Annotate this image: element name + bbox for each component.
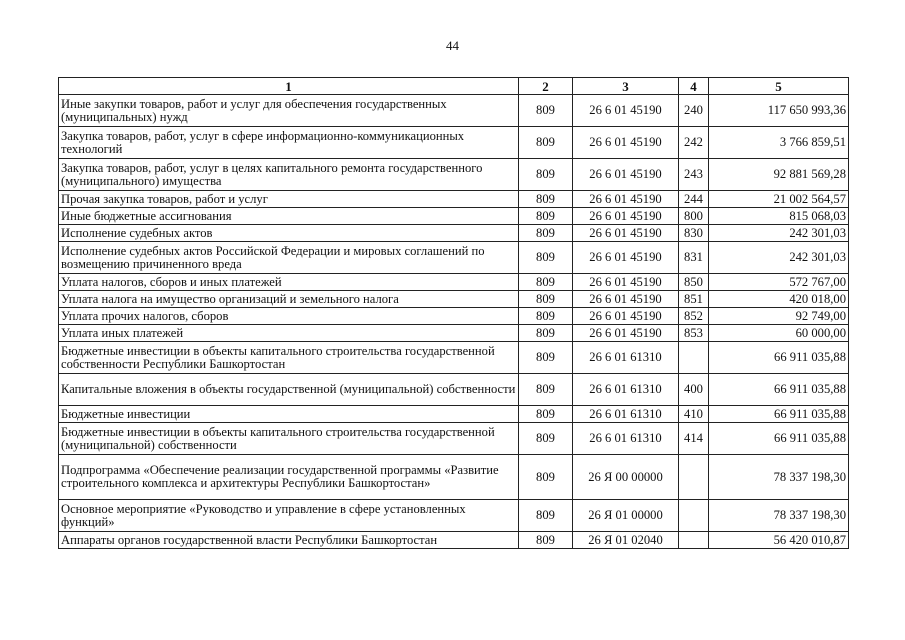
row-amount: 66 911 035,88 xyxy=(709,342,849,374)
table-row xyxy=(59,291,849,308)
table-row xyxy=(59,532,849,549)
table-row xyxy=(59,95,849,127)
header-col-2: 2 xyxy=(519,78,573,95)
row-name: Иные закупки товаров, работ и услуг для обеспечения государственных (муниципальных) нужд xyxy=(59,95,519,127)
row-expense-type: 240 xyxy=(679,95,709,127)
row-expense-type: 831 xyxy=(679,242,709,274)
row-name: Бюджетные инвестиции xyxy=(59,406,519,423)
row-amount: 21 002 564,57 xyxy=(709,191,849,208)
header-col-1: 1 xyxy=(59,78,519,95)
row-target-code: 26 6 01 61310 xyxy=(573,342,679,374)
row-expense-type: 800 xyxy=(679,208,709,225)
page-number: 44 xyxy=(446,38,459,53)
row-dept-code: 809 xyxy=(519,532,573,549)
header-row xyxy=(59,78,849,95)
row-dept-code: 809 xyxy=(519,500,573,532)
row-target-code: 26 Я 01 00000 xyxy=(573,500,679,532)
row-target-code: 26 6 01 45190 xyxy=(573,127,679,159)
table-row xyxy=(59,274,849,291)
row-dept-code: 809 xyxy=(519,308,573,325)
row-name: Уплата прочих налогов, сборов xyxy=(59,308,519,325)
row-dept-code: 809 xyxy=(519,225,573,242)
row-name: Закупка товаров, работ, услуг в целях капитального ремонта государственного (муниципального) имущества xyxy=(59,159,519,191)
row-target-code: 26 6 01 45190 xyxy=(573,95,679,127)
row-name: Подпрограмма «Обеспечение реализации государственной программы «Развитие строительного комплекса и архитектуры Республики Башкортостан» xyxy=(59,455,519,500)
row-name: Уплата налога на имущество организаций и земельного налога xyxy=(59,291,519,308)
table-row xyxy=(59,406,849,423)
row-target-code: 26 6 01 45190 xyxy=(573,159,679,191)
row-dept-code: 809 xyxy=(519,127,573,159)
header-col-4: 4 xyxy=(679,78,709,95)
row-dept-code: 809 xyxy=(519,274,573,291)
header-col-3: 3 xyxy=(573,78,679,95)
budget-table xyxy=(58,77,849,549)
table-row xyxy=(59,374,849,406)
row-amount: 78 337 198,30 xyxy=(709,455,849,500)
row-dept-code: 809 xyxy=(519,406,573,423)
row-dept-code: 809 xyxy=(519,342,573,374)
row-expense-type: 853 xyxy=(679,325,709,342)
row-name: Уплата налогов, сборов и иных платежей xyxy=(59,274,519,291)
table-row xyxy=(59,423,849,455)
row-name: Исполнение судебных актов xyxy=(59,225,519,242)
row-dept-code: 809 xyxy=(519,325,573,342)
row-expense-type: 410 xyxy=(679,406,709,423)
table-row xyxy=(59,500,849,532)
row-expense-type: 851 xyxy=(679,291,709,308)
row-target-code: 26 6 01 61310 xyxy=(573,374,679,406)
row-amount: 815 068,03 xyxy=(709,208,849,225)
row-name: Уплата иных платежей xyxy=(59,325,519,342)
row-expense-type: 850 xyxy=(679,274,709,291)
table-row xyxy=(59,242,849,274)
row-name: Бюджетные инвестиции в объекты капитального строительства государственной собственности Республики Башкортостан xyxy=(59,342,519,374)
row-expense-type: 243 xyxy=(679,159,709,191)
table-row xyxy=(59,325,849,342)
row-amount: 242 301,03 xyxy=(709,242,849,274)
row-target-code: 26 Я 00 00000 xyxy=(573,455,679,500)
row-dept-code: 809 xyxy=(519,291,573,308)
row-expense-type: 400 xyxy=(679,374,709,406)
row-expense-type: 830 xyxy=(679,225,709,242)
row-name: Закупка товаров, работ, услуг в сфере информационно-коммуникационных технологий xyxy=(59,127,519,159)
table-row xyxy=(59,342,849,374)
row-name: Исполнение судебных актов Российской Федерации и мировых соглашений по возмещению причиненного вреда xyxy=(59,242,519,274)
row-name: Аппараты органов государственной власти Республики Башкортостан xyxy=(59,532,519,549)
header-col-5: 5 xyxy=(709,78,849,95)
row-dept-code: 809 xyxy=(519,242,573,274)
table-row xyxy=(59,208,849,225)
row-name: Иные бюджетные ассигнования xyxy=(59,208,519,225)
row-name: Основное мероприятие «Руководство и управление в сфере установленных функций» xyxy=(59,500,519,532)
row-name: Прочая закупка товаров, работ и услуг xyxy=(59,191,519,208)
row-target-code: 26 6 01 45190 xyxy=(573,242,679,274)
row-expense-type xyxy=(679,342,709,374)
row-target-code: 26 6 01 45190 xyxy=(573,291,679,308)
table-row xyxy=(59,127,849,159)
row-target-code: 26 6 01 45190 xyxy=(573,308,679,325)
row-dept-code: 809 xyxy=(519,191,573,208)
row-amount: 66 911 035,88 xyxy=(709,423,849,455)
row-amount: 3 766 859,51 xyxy=(709,127,849,159)
row-target-code: 26 6 01 45190 xyxy=(573,274,679,291)
row-expense-type: 414 xyxy=(679,423,709,455)
row-expense-type: 244 xyxy=(679,191,709,208)
row-expense-type xyxy=(679,500,709,532)
table-row xyxy=(59,225,849,242)
row-amount: 78 337 198,30 xyxy=(709,500,849,532)
row-name: Бюджетные инвестиции в объекты капитального строительства государственной (муниципальной) собственности xyxy=(59,423,519,455)
row-dept-code: 809 xyxy=(519,423,573,455)
table-row xyxy=(59,455,849,500)
row-expense-type: 242 xyxy=(679,127,709,159)
row-target-code: 26 6 01 61310 xyxy=(573,423,679,455)
table-row xyxy=(59,159,849,191)
row-amount: 60 000,00 xyxy=(709,325,849,342)
row-dept-code: 809 xyxy=(519,208,573,225)
row-amount: 56 420 010,87 xyxy=(709,532,849,549)
row-amount: 92 881 569,28 xyxy=(709,159,849,191)
row-target-code: 26 6 01 45190 xyxy=(573,191,679,208)
row-expense-type xyxy=(679,532,709,549)
row-amount: 572 767,00 xyxy=(709,274,849,291)
table-row xyxy=(59,191,849,208)
table-row xyxy=(59,308,849,325)
row-amount: 66 911 035,88 xyxy=(709,374,849,406)
row-name: Капитальные вложения в объекты государственной (муниципальной) собственности xyxy=(59,374,519,406)
row-dept-code: 809 xyxy=(519,95,573,127)
row-target-code: 26 6 01 61310 xyxy=(573,406,679,423)
row-expense-type xyxy=(679,455,709,500)
row-amount: 66 911 035,88 xyxy=(709,406,849,423)
row-amount: 92 749,00 xyxy=(709,308,849,325)
row-expense-type: 852 xyxy=(679,308,709,325)
row-amount: 420 018,00 xyxy=(709,291,849,308)
row-target-code: 26 Я 01 02040 xyxy=(573,532,679,549)
row-dept-code: 809 xyxy=(519,159,573,191)
row-target-code: 26 6 01 45190 xyxy=(573,208,679,225)
row-target-code: 26 6 01 45190 xyxy=(573,225,679,242)
row-dept-code: 809 xyxy=(519,455,573,500)
row-amount: 117 650 993,36 xyxy=(709,95,849,127)
row-target-code: 26 6 01 45190 xyxy=(573,325,679,342)
row-dept-code: 809 xyxy=(519,374,573,406)
row-amount: 242 301,03 xyxy=(709,225,849,242)
